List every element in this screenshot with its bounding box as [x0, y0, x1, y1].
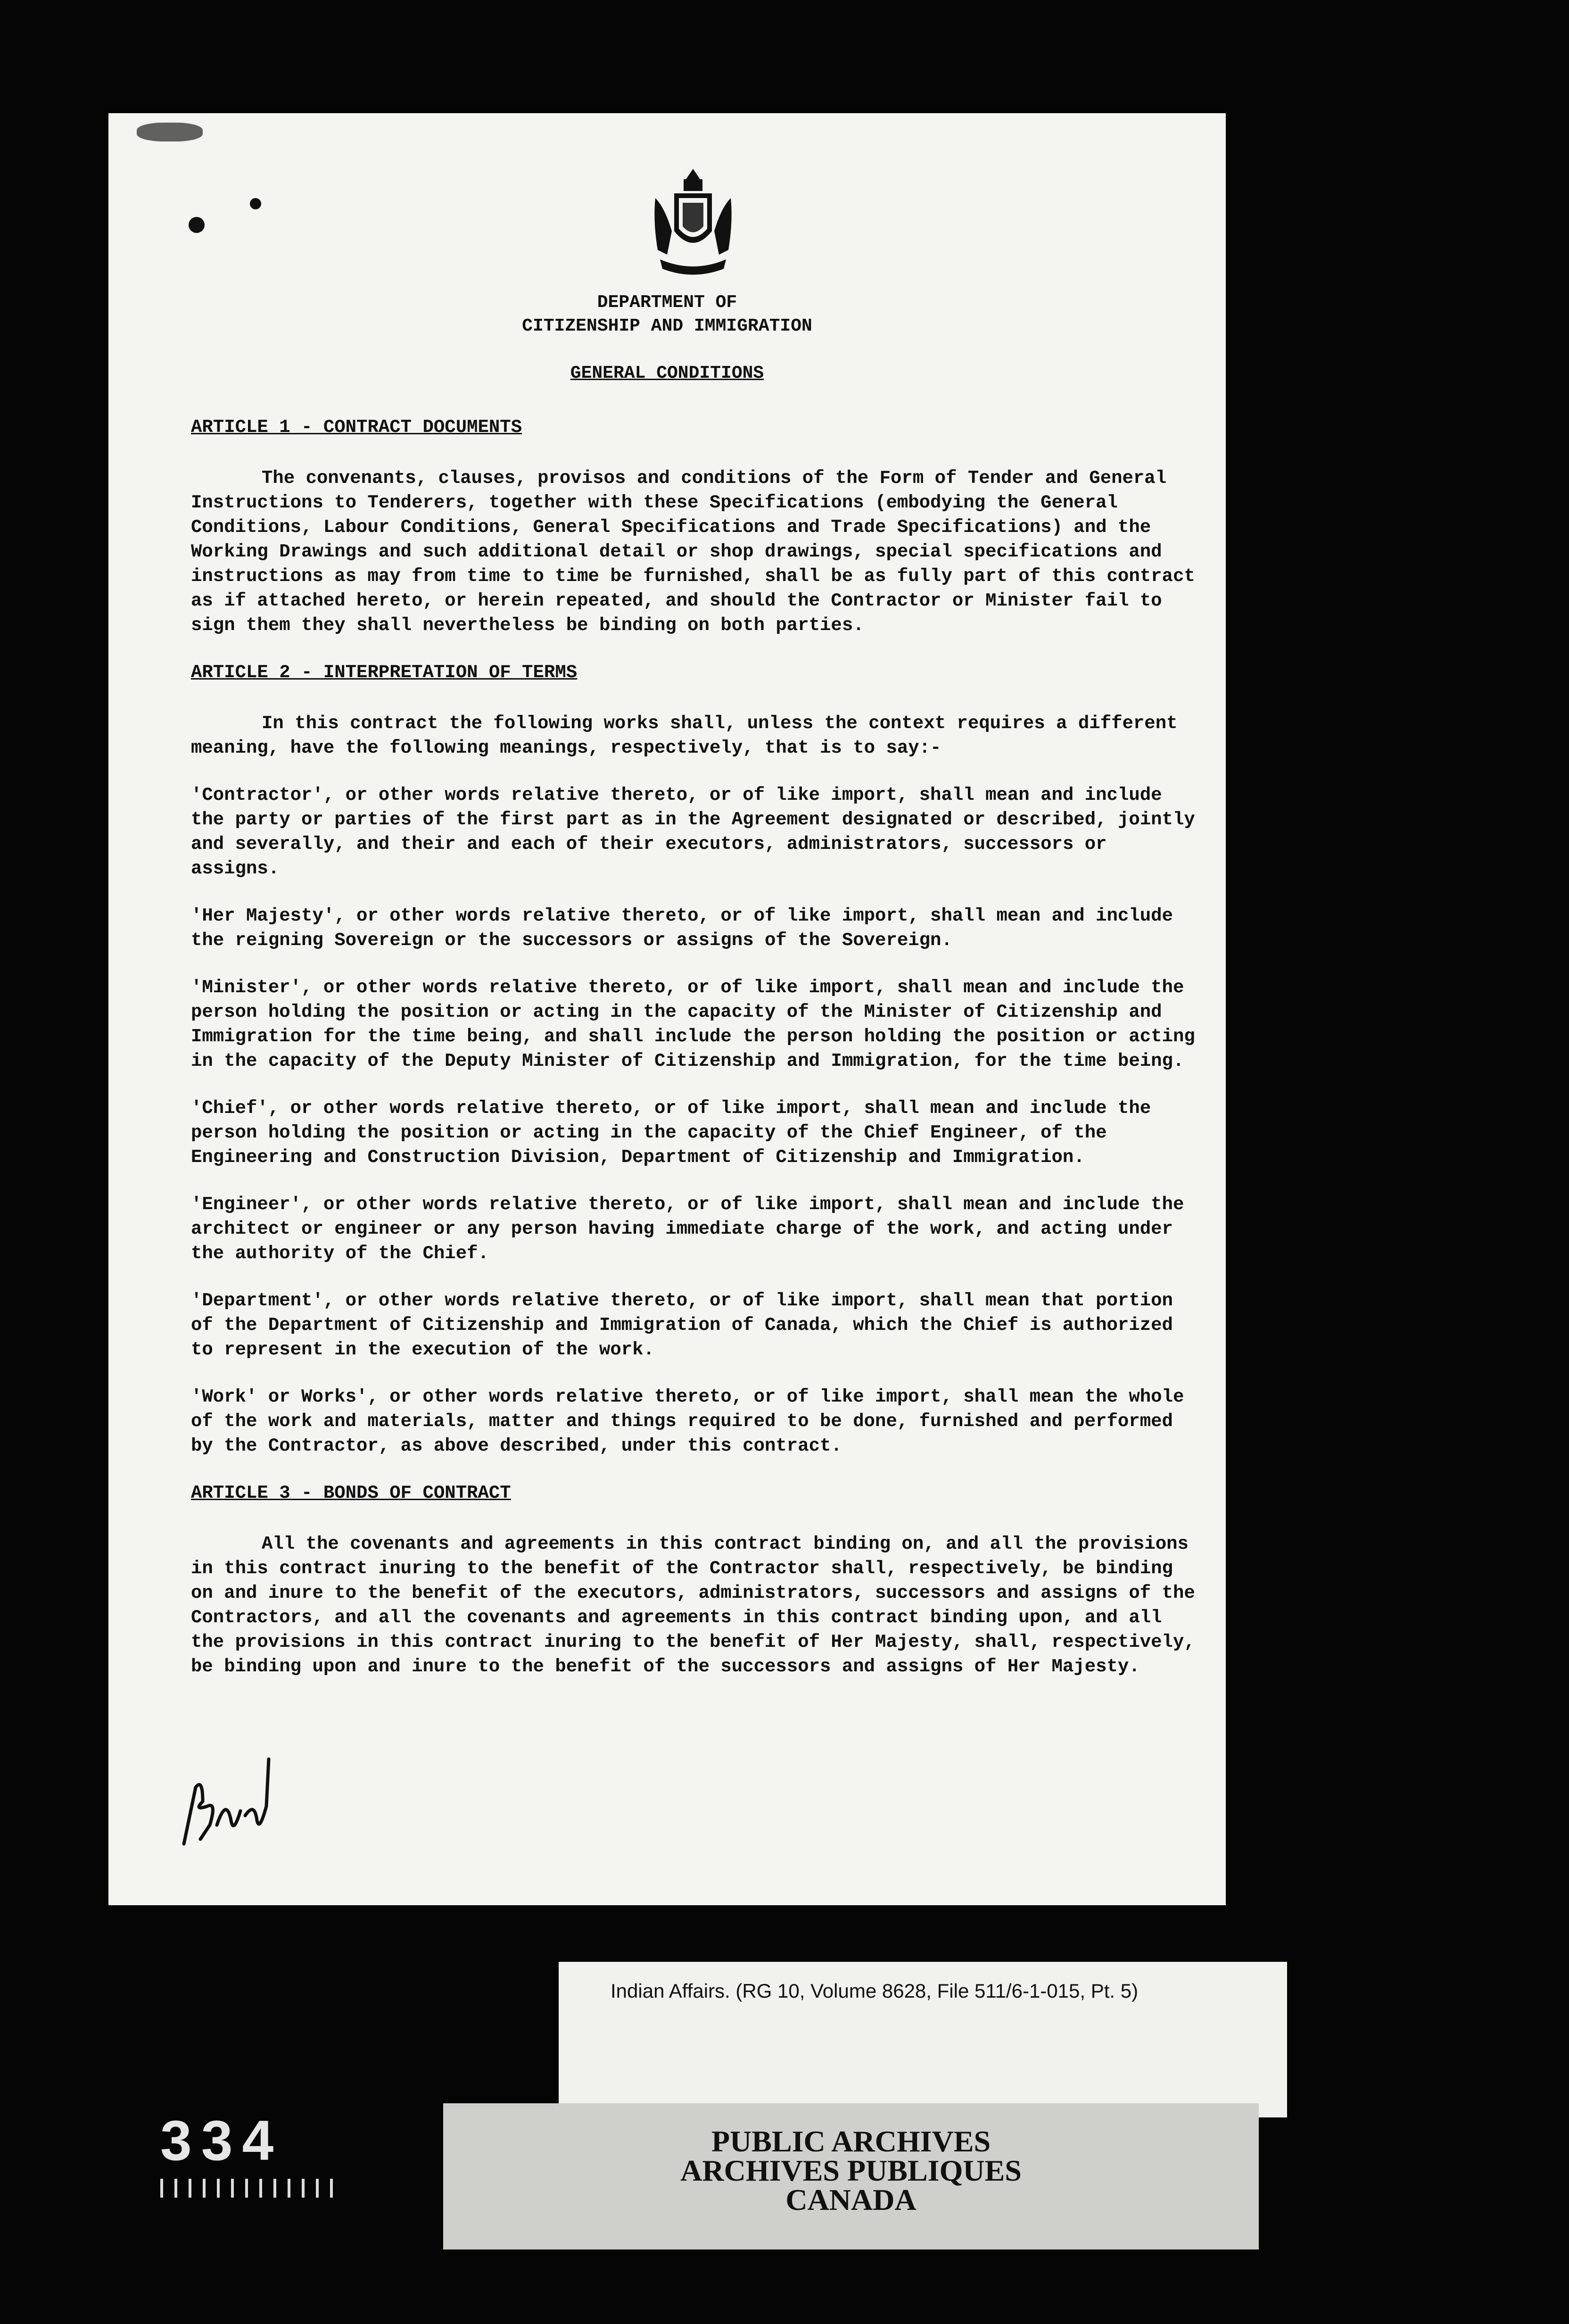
- article-2-heading: ARTICLE 2 - INTERPRETATION OF TERMS: [191, 662, 578, 683]
- punch-hole: [189, 217, 205, 233]
- article-1-paragraph: The convenants, clauses, provisos and conditions of the Form of Tender and General Instructions to Tenderers, together with these Specifications (embodying the General Conditions, Labour Conditions, General Specifications and Trade Specifications) and the Working Drawings and such additional detail or shop drawings, special specifications and instructions as may from time to time be furnished, shall be as fully part of this contract as if attached hereto, or herein repeated, and should the Contractor or Minister fail to sign them they shall nevertheless be binding on both parties.: [191, 468, 1195, 636]
- department-line-2: CITIZENSHIP AND IMMIGRATION: [522, 316, 812, 336]
- punch-hole: [250, 198, 261, 209]
- article-1-heading: ARTICLE 1 - CONTRACT DOCUMENTS: [191, 417, 522, 438]
- archive-stamp-line-2: ARCHIVES PUBLIQUES: [680, 2154, 1022, 2187]
- definition-contractor: 'Contractor', or other words relative thereto, or of like import, shall mean and include the party or parties of the first part as in the Agreement designated or described, jointly and severally, and their and each of their executors, administrators, successors or assigns.: [191, 785, 1195, 879]
- archive-reference-label: [559, 1962, 1287, 2117]
- definition-chief: 'Chief', or other words relative thereto, or of like import, shall mean and include the person holding the position or acting in the capacity of the Chief Engineer, of the Engineering and Construction Division, Department of Citizenship and Immigration.: [191, 1098, 1151, 1168]
- archive-stamp: [443, 2103, 1259, 2249]
- coat-of-arms-emblem: [646, 165, 740, 278]
- definition-engineer: 'Engineer', or other words relative thereto, or of like import, shall mean and include the architect or engineer or any person having immediate charge of the work, and acting under the authority of the Chief.: [191, 1194, 1184, 1264]
- department-line-1: DEPARTMENT OF: [597, 292, 737, 313]
- document-body: [191, 415, 1205, 1702]
- definition-department: 'Department', or other words relative thereto, or of like import, shall mean that portion of the Department of Citizenship and Immigration of Canada, which the Chief is authorized to represent in the execution of the work.: [191, 1290, 1173, 1360]
- definition-her-majesty: 'Her Majesty', or other words relative thereto, or of like import, shall mean and include the reigning Sovereign or the successors or assigns of the Sovereign.: [191, 905, 1173, 951]
- frame-number: 334: [160, 2109, 283, 2172]
- definition-work: 'Work' or Works', or other words relative thereto, or of like import, shall mean the whole of the work and materials, matter and things required to be done, furnished and performed by the Contractor, as above described, under this contract.: [191, 1386, 1184, 1456]
- film-ruler: [160, 2179, 339, 2198]
- document-title: GENERAL CONDITIONS: [570, 363, 764, 383]
- corner-smudge: [137, 123, 203, 141]
- article-3-heading: ARTICLE 3 - BONDS OF CONTRACT: [191, 1483, 511, 1503]
- article-2-intro: In this contract the following works shall, unless the context requires a different meaning, have the following meanings, respectively, that is to say:-: [191, 713, 1178, 758]
- archive-stamp-line-1: PUBLIC ARCHIVES: [711, 2125, 991, 2158]
- definition-minister: 'Minister', or other words relative thereto, or of like import, shall mean and include the person holding the position or acting in the capacity of the Minister of Citizenship and Immigration for the time being, and shall include the person holding the position or acting in the capacity of the Deputy Minister of Citizenship and Immigration, for the time being.: [191, 977, 1195, 1071]
- document-page: [108, 113, 1226, 1905]
- article-3-paragraph: All the covenants and agreements in this contract binding on, and all the provisions in this contract inuring to the benefit of the Contractor shall, respectively, be binding on and inure to the benefit of the executors, administrators, successors and assigns of the Contractors, and all the covenants and agreements in this contract binding upon, and all the provisions in this contract inuring to the benefit of Her Majesty, shall, respectively, be binding upon and inure to the benefit of the successors and assigns of Her Majesty.: [191, 1534, 1195, 1677]
- archive-reference-text: Indian Affairs. (RG 10, Volume 8628, File 511/6-1-015, Pt. 5): [611, 1980, 1139, 2002]
- archive-stamp-line-3: CANADA: [785, 2183, 917, 2216]
- handwritten-initials-signature: [174, 1750, 292, 1853]
